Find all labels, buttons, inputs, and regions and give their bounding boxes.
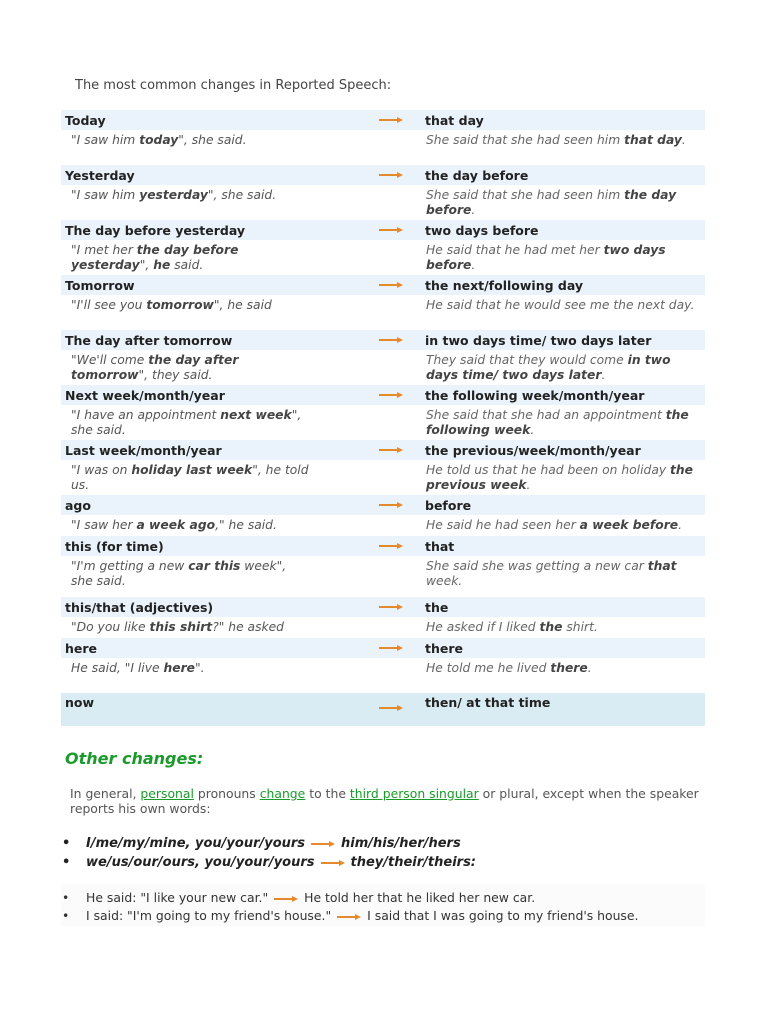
example-to: He told her that he liked her new car. [304, 890, 536, 905]
reported-example: He told us that he had been on holiday the previous week. [426, 463, 694, 492]
reported-example: They said that they would come in two days time/ two days later. [426, 353, 671, 382]
reported-expression: there [425, 640, 463, 656]
table-row [61, 220, 705, 240]
time-expression: The day before yesterday [65, 222, 246, 238]
pronoun-from: we/us/our/ours, you/your/yours [86, 855, 315, 870]
reported-example: He said that he had met her two days before. [426, 243, 666, 272]
reported-example: She said that she had seen him the day before. [426, 188, 677, 217]
list-item [62, 853, 476, 872]
arrow-right-icon [321, 860, 345, 866]
arrow-right-icon [379, 117, 403, 123]
pronoun-to: him/his/her/hers [341, 836, 461, 851]
direct-example: "I saw him today", she said. [71, 133, 247, 147]
time-expression: Today [65, 112, 106, 128]
arrow-right-icon [274, 896, 298, 902]
time-expression: here [65, 640, 98, 656]
reported-expression: that [425, 538, 455, 554]
example-row [61, 617, 705, 638]
example-row [61, 658, 705, 693]
personal-link[interactable]: personal [140, 786, 194, 801]
arrow-right-icon [379, 645, 403, 651]
example-to: I said that I was going to my friend's house. [367, 908, 639, 923]
arrow-right-icon [379, 282, 403, 288]
example-row [61, 240, 705, 275]
table-row [61, 385, 705, 405]
time-expression: Tomorrow [65, 277, 135, 293]
direct-example: "I met her the day before yesterday", he said. [71, 243, 239, 272]
time-expression: this/that (adjectives) [65, 599, 214, 615]
example-row [61, 295, 705, 330]
table-row [61, 440, 705, 460]
arrow-right-icon [379, 337, 403, 343]
table-row [61, 275, 705, 295]
table-row [61, 597, 705, 617]
table-row [61, 330, 705, 350]
reported-example: She said that she had an appointment the following week. [426, 408, 689, 437]
arrow-right-icon [379, 604, 403, 610]
direct-example: "I saw him yesterday", she said. [71, 188, 277, 202]
pronoun-intro [70, 786, 700, 816]
intro-text: In general, [70, 786, 141, 801]
direct-example: "We'll come the day after tomorrow", they said. [71, 353, 239, 382]
list-item [62, 834, 476, 853]
reported-expression: the day before [425, 167, 529, 183]
arrow-right-icon [379, 447, 403, 453]
direct-example: "I have an appointment next week", she said. [71, 408, 302, 437]
reported-expression: two days before [425, 222, 539, 238]
time-expression: ago [65, 497, 91, 513]
reported-expression: that day [425, 112, 484, 128]
time-expression: Yesterday [65, 167, 135, 183]
table-row [61, 638, 705, 658]
pronoun-from: I/me/my/mine, you/your/yours [86, 836, 306, 851]
reported-speech-table [61, 110, 705, 726]
example-row [61, 460, 705, 495]
table-row [61, 165, 705, 185]
table-row [61, 110, 705, 130]
example-row [61, 185, 705, 220]
list-item [62, 889, 638, 907]
example-row [61, 130, 705, 165]
arrow-right-icon [379, 705, 403, 711]
reported-expression: before [425, 497, 472, 513]
direct-example: He said, "I live here". [71, 661, 205, 675]
intro-text: to the [305, 786, 350, 801]
time-expression: Last week/month/year [65, 442, 222, 458]
direct-example: "I'll see you tomorrow", he said [71, 298, 272, 312]
reported-expression: the previous/week/month/year [425, 442, 641, 458]
arrow-right-icon [379, 543, 403, 549]
reported-expression: then/ at that time [425, 695, 551, 710]
example-from: He said: "I like your new car." [86, 890, 269, 905]
reported-expression: the [425, 599, 449, 615]
arrow-right-icon [379, 392, 403, 398]
pronoun-to: they/their/theirs: [350, 855, 476, 870]
reported-example: He asked if I liked the shirt. [426, 620, 598, 634]
time-expression: Next week/month/year [65, 387, 225, 403]
page-title: The most common changes in Reported Speech: [75, 78, 392, 93]
example-row [61, 515, 705, 536]
reported-expression: the next/following day [425, 277, 584, 293]
intro-text: pronouns [193, 786, 260, 801]
time-expression: The day after tomorrow [65, 332, 233, 348]
example-from: I said: "I'm going to my friend's house." [86, 908, 332, 923]
other-changes-heading: Other changes: [65, 749, 204, 768]
table-row [61, 536, 705, 556]
reported-example: He told me he lived there. [426, 661, 592, 675]
example-list [62, 889, 638, 925]
time-expression: now [65, 695, 95, 710]
arrow-right-icon [337, 914, 361, 920]
arrow-right-icon [311, 841, 335, 847]
arrow-right-icon [379, 172, 403, 178]
pronoun-list [62, 834, 476, 872]
reported-example: She said she was getting a new car that week. [426, 559, 677, 588]
time-expression: this (for time) [65, 538, 164, 554]
change-link[interactable]: change [259, 786, 306, 801]
example-row [61, 405, 705, 440]
table-row [61, 693, 705, 726]
reported-example: She said that she had seen him that day. [426, 133, 686, 147]
list-item [62, 907, 638, 925]
direct-example: "Do you like this shirt?" he asked [71, 620, 284, 634]
arrow-right-icon [379, 502, 403, 508]
direct-example: "I was on holiday last week", he told us. [71, 463, 309, 492]
third-person-singular-link[interactable]: third person singular [349, 786, 479, 801]
reported-expression: the following week/month/year [425, 387, 645, 403]
reported-example: He said that he would see me the next day. [426, 298, 695, 312]
reported-expression: in two days time/ two days later [425, 332, 652, 348]
example-row [61, 556, 705, 597]
reported-example: He said he had seen her a week before. [426, 518, 683, 532]
intro-text: or plural, except when the speaker reports his own words: [70, 786, 699, 816]
direct-example: "I saw her a week ago," he said. [71, 518, 277, 532]
example-row [61, 350, 705, 385]
direct-example: "I'm getting a new car this week", she said. [71, 559, 287, 588]
arrow-right-icon [379, 227, 403, 233]
table-row [61, 495, 705, 515]
